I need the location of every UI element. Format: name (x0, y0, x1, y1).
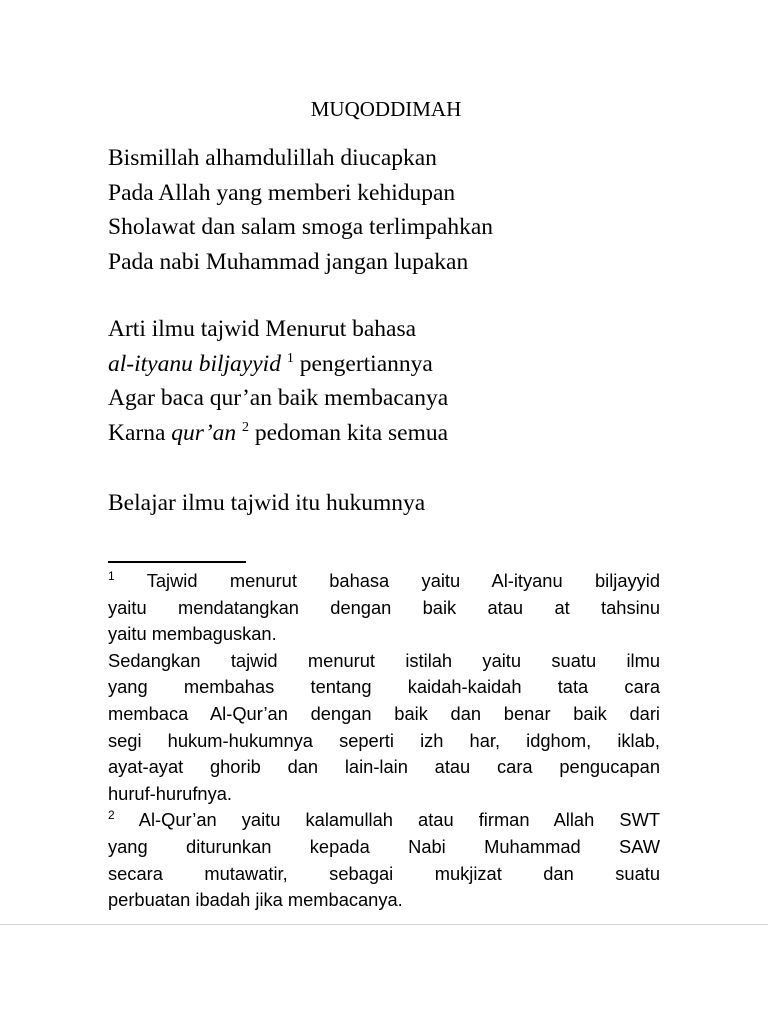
footnote-separator (108, 561, 246, 563)
footnote-line (108, 807, 660, 834)
verse-text: pedoman kita semua (249, 420, 449, 447)
footnote-line (108, 568, 660, 595)
verse-line (108, 347, 448, 382)
italic-term: qur’an (171, 420, 237, 447)
footnote-line: membaca Al-Qur’an dengan baik dan benar baik dari (108, 702, 660, 724)
verse-line: Agar baca qur’an baik membacanya (108, 385, 449, 412)
italic-term: al-ityanu biljayyid (108, 350, 281, 377)
footnote-line: yang diturunkan kepada Nabi Muhammad SAW (108, 835, 660, 857)
stanza-2 (108, 312, 448, 451)
verse-line: Belajar ilmu tajwid itu hukumnya (108, 490, 426, 516)
footnote-line: huruf-hurufnya. (108, 782, 232, 804)
footnotes (108, 568, 660, 914)
verse-text: pengertiannya (293, 350, 433, 377)
page-title: MUQODDIMAH (310, 97, 462, 121)
footnote-line: segi hukum-hukumnya seperti izh har, idghom, iklab, (108, 729, 660, 751)
footnote-number: 2 (108, 808, 115, 823)
footnote-line: ayat-ayat ghorib dan lain-lain atau cara pengucapan (108, 756, 660, 778)
page-edge-divider (0, 924, 768, 925)
verse-line: Arti ilmu tajwid Menurut bahasa (108, 316, 417, 342)
footnote-line: perbuatan ibadah jika membacanya. (108, 889, 403, 911)
stanza-1 (108, 141, 493, 280)
footnote-line: yang membahas tentang kaidah-kaidah tata cara (108, 676, 660, 698)
verse-line: Pada Allah yang memberi kehidupan (108, 179, 456, 206)
footnote-number: 1 (108, 569, 115, 583)
verse-line (108, 416, 448, 451)
verse-line: Bismillah alhamdulillah diucapkan (108, 145, 437, 171)
footnote-line: yaitu membaguskan. (108, 623, 277, 645)
footnote-line: secara mutawatir, sebagai mukjizat dan suatu (108, 862, 660, 884)
footnote-line: yaitu mendatangkan dengan baik atau at tahsinu (108, 596, 660, 618)
stanza-3 (108, 486, 425, 521)
verse-line: Sholawat dan salam smoga terlimpahkan (108, 214, 494, 241)
footnote-text: Al-Qur’an yaitu kalamullah atau firman Allah SWT (114, 809, 660, 831)
footnote-ref[interactable]: 2 (242, 420, 250, 436)
footnote-text: Tajwid menurut bahasa yaitu Al-ityanu biljayyid (114, 570, 660, 591)
verse-text: Karna (108, 420, 172, 447)
footnote-ref[interactable]: 1 (286, 350, 294, 366)
footnote-line: Sedangkan tajwid menurut istilah yaitu suatu ilmu (108, 649, 660, 671)
verse-line: Pada nabi Muhammad jangan lupakan (108, 249, 469, 276)
